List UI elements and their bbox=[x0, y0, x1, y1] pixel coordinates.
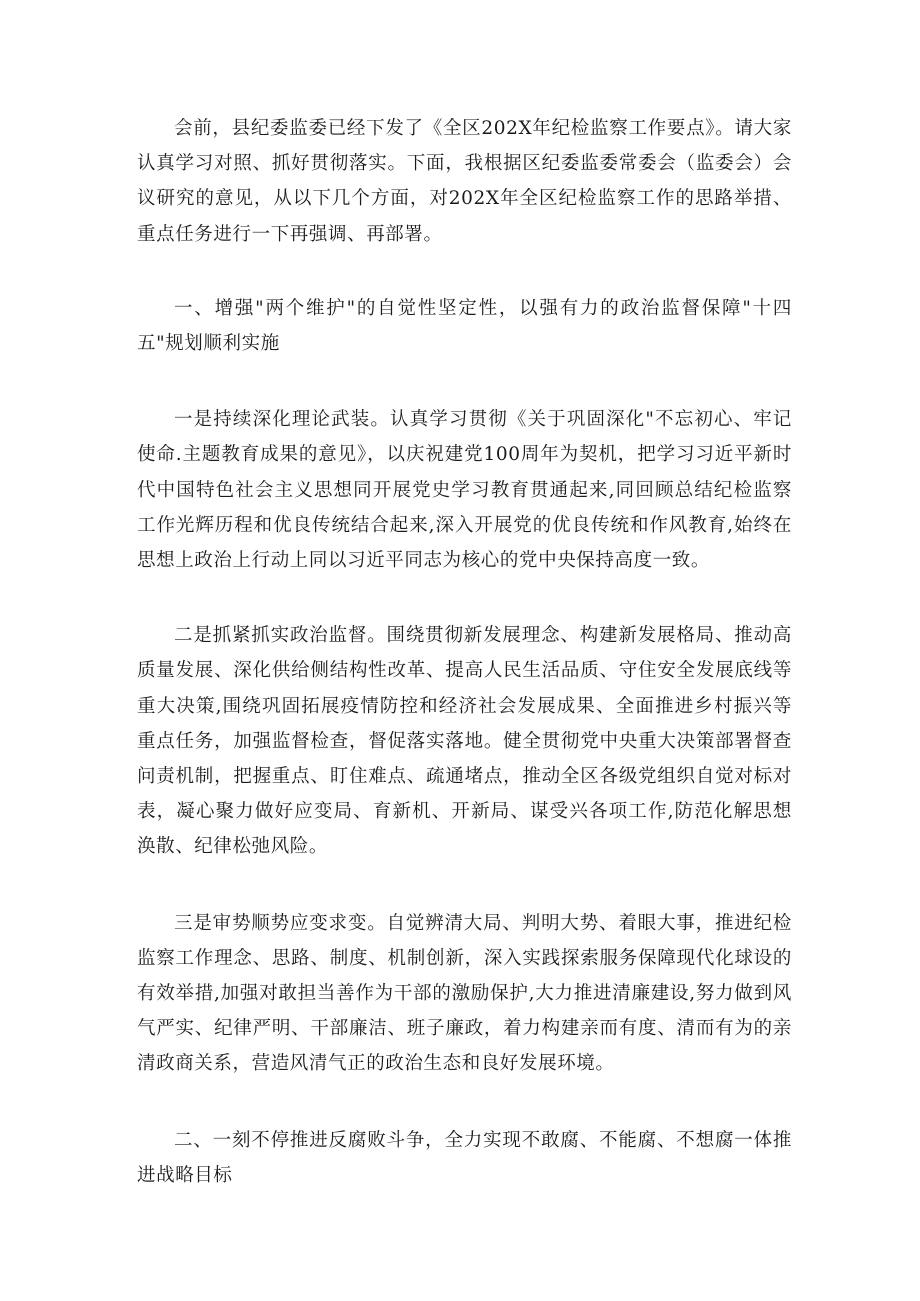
point-paragraph-3: 三是审势顺势应变求变。自觉辨清大局、判明大势、着眼大事，推进纪检监察工作理念、思路、制度、机制创新，深入实践探索服务保障现代化球设的有效举措,加强对敢担当善作为干部的激励保护,大力推进清廉建设,努力做到风气严实、纪律严明、干部廉洁、班子廉政，着力构建亲而有度、清而有为的亲清政商关系，营造风清气正的政治生态和良好发展环境。 bbox=[137, 912, 792, 1075]
document-body bbox=[137, 111, 792, 1193]
section-heading-1: 一、增强"两个维护"的自觉性坚定性，以强有力的政治监督保障"十四五"规划顺利实施 bbox=[137, 297, 792, 355]
section-heading-2: 二、一刻不停推进反腐败斗争，全力实现不敢腐、不能腐、不想腐一体推进战略目标 bbox=[137, 1129, 792, 1186]
intro-paragraph: 会前，县纪委监委已经下发了《全区202X年纪检监察工作要点》。请大家认真学习对照、抓好贯彻落实。下面，我根据区纪委监委常委会（监委会）会议研究的意见，从以下几个方面，对202X年全区纪检监察工作的思路举措、重点任务进行一下再强调、再部署。 bbox=[137, 118, 792, 245]
point-paragraph-1: 一是持续深化理论武装。认真学习贯彻《关于巩固深化"不忘初心、牢记使命.主题教育成果的意见》，以庆祝建党100周年为契机，把学习习近平新时代中国特色社会主义思想同开展党史学习教育贯通起来,同回顾总结纪检监察工作光辉历程和优良传统结合起来,深入开展党的优良传统和作风教育,始终在思想上政治上行动上同以习近平同志为核心的党中央保持高度一致。 bbox=[137, 409, 792, 572]
point-paragraph-2: 二是抓紧抓实政治监督。围绕贯彻新发展理念、构建新发展格局、推动高质量发展、深化供给侧结构性改革、提高人民生活品质、守住安全发展底线等重大决策,围绕巩固拓展疫情防控和经济社会发展成果、全面推进乡村振兴等重点任务，加强监督检查，督促落实落地。健全贯彻党中央重大决策部署督查问责机制，把握重点、盯住难点、疏通堵点，推动全区各级党组织自觉对标对表，凝心聚力做好应变局、育新机、开新局、谋受兴各项工作,防范化解思想涣散、纪律松弛风险。 bbox=[137, 625, 792, 858]
